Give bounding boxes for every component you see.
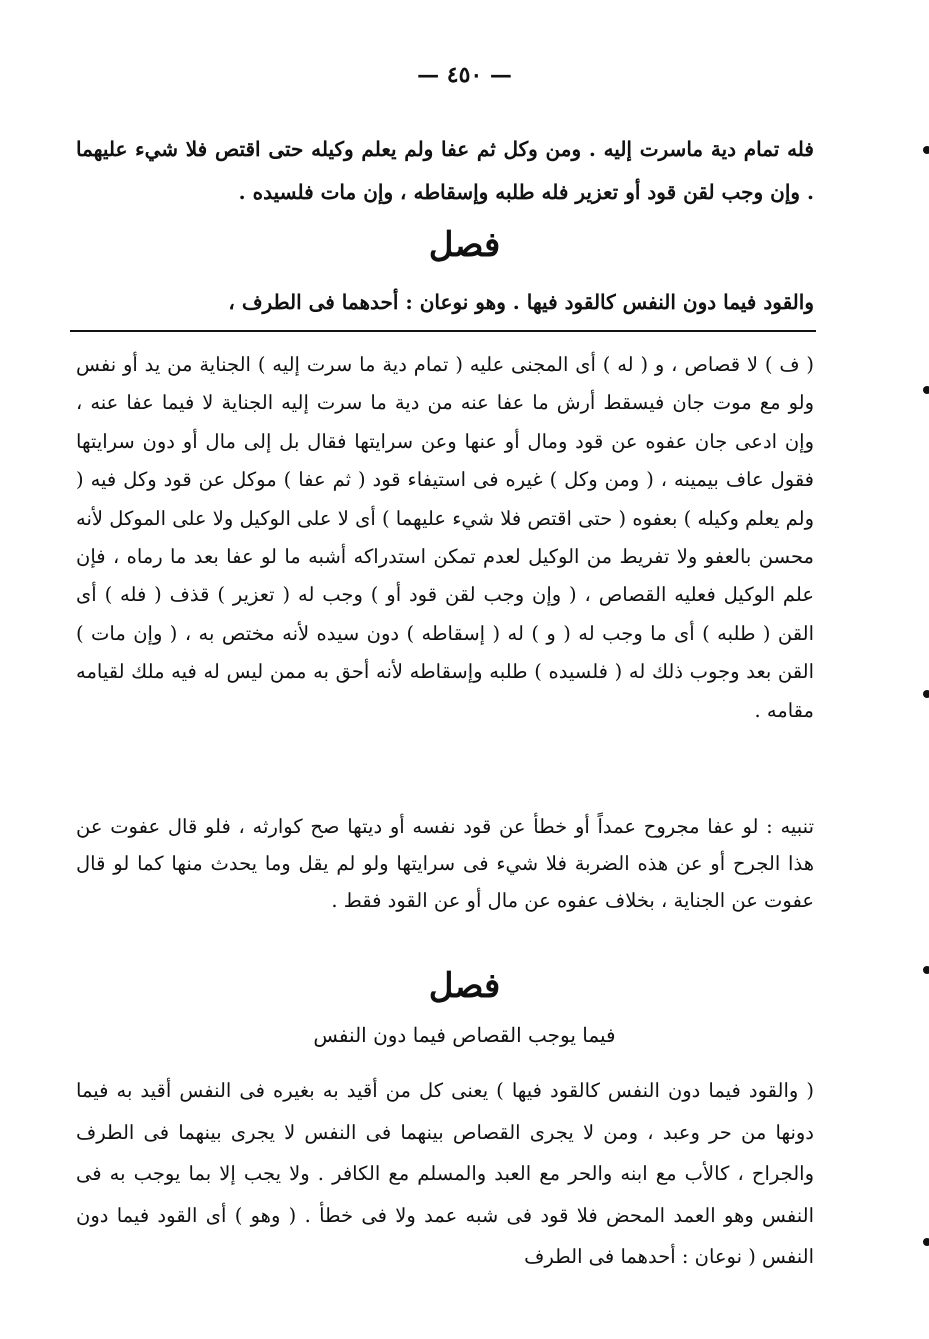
- commentary-paragraph-2: ( والقود فيما دون النفس كالقود فيها ) يعنى كل من أقيد به بغيره فى النفس أقيد به فيما دونها من حر وعبد ، ومن لا يجرى القصاص بينهما فى النفس لا يجرى بينهما فى الطرف والجراح ، كالأب مع ابنه والحر مع العبد والمسلم مع الكافر . ولا يجب إلا بما يوجب به فى النفس وهو العمد المحض فلا قود فى شبه عمد ولا فى خطأ . ( وهو ) أى القود فيما دون النفس ( نوعان : أحدهما فى الطرف: [76, 1079, 814, 1268]
- margin-mark: [923, 690, 929, 698]
- section-heading-2: فصل: [428, 966, 501, 1006]
- margin-mark: [923, 146, 929, 154]
- commentary-paragraph-1: ( ف ) لا قصاص ، و ( له ) أى المجنى عليه ( تمام دية ما سرت إليه ) الجناية من يد أو نفس ولو مع موت جان فيسقط أرش ما عفا عنه من دية ما سرت إليه الجناية لا فيما عفا عنه ، وإن ادعى جان عفوه عن قود ومال أو عنها وعن سرايتها فقال بل إلى مال أو دون سرايتها فقول عاف بيمينه ، ( ومن وكل ) غيره فى استيفاء قود ( ثم عفا ) موكل عن قود وكل فيه ( ولم يعلم وكيله ) بعفوه ( حتى اقتص فلا شيء عليهما ) أى لا على الوكيل ولا على الموكل لأنه محسن بالعفو ولا تفريط من الوكيل لعدم تمكن استدراكه أشبه ما لو عفا بعد ما رماه ، فإن علم الوكيل فعليه القصاص ، ( وإن وجب لقن قود أو ) وجب له ( تعزير ) قذف ( فله ) أى القن ( طلبه ) أى ما وجب له ( و ) له ( إسقاطه ) دون سيده لأنه مختص به ، ( وإن مات ) القن بعد وجوب ذلك له ( فلسيده ) طلبه وإسقاطه لأنه أحق به ممن ليس له فيه ملك لقيامه مقامه .: [76, 353, 814, 722]
- section-subheading: فيما يوجب القصاص فيما دون النفس: [313, 1023, 616, 1047]
- margin-mark: [923, 1238, 929, 1246]
- section-heading-1: فصل: [428, 225, 501, 265]
- matn-paragraph-fasl: والقود فيما دون النفس كالقود فيها . وهو نوعان : أحدهما فى الطرف ،: [228, 290, 814, 314]
- page-number: — ٤٥٠ —: [417, 62, 512, 88]
- margin-mark: [923, 966, 929, 974]
- horizontal-divider: [70, 330, 816, 332]
- tanbih-paragraph: تنبيه : لو عفا مجروح عمداً أو خطأ عن قود نفسه أو ديتها صح كوارثه ، فلو قال عفوت عن هذا الجرح أو عن هذه الضربة فلا شيء فى سرايتها ولو لم يقل وما يحدث منها كما لو قال عفوت عن الجناية ، بخلاف عفوه عن مال أو عن القود فقط .: [76, 815, 814, 912]
- margin-mark: [923, 386, 929, 394]
- matn-paragraph-top: فله تمام دية ماسرت إليه . ومن وكل ثم عفا ولم يعلم وكيله حتى اقتص فلا شيء عليهما . وإن وجب لقن قود أو تعزير فله طلبه وإسقاطه ، وإن مات فلسيده .: [76, 137, 814, 204]
